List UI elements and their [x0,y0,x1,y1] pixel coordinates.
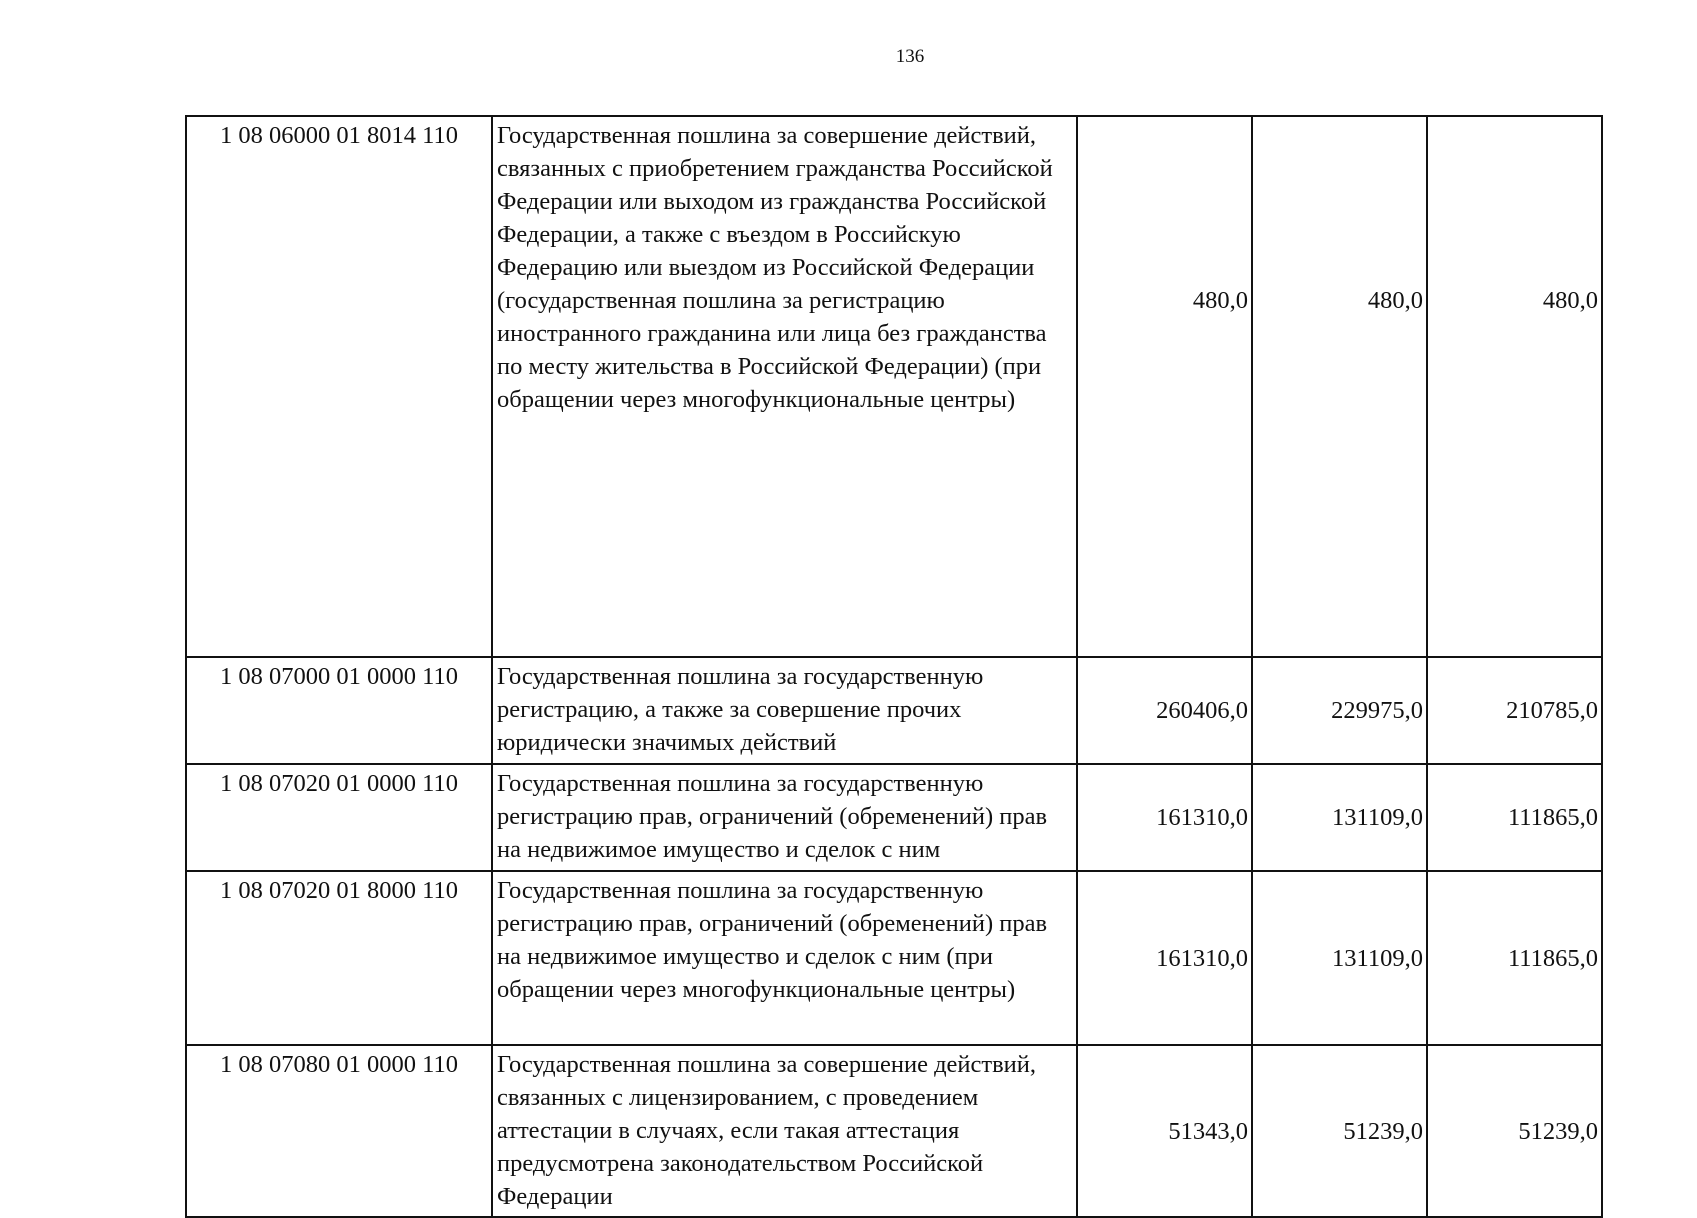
amount-cell-1: 161310,0 [1077,871,1252,1045]
revenue-name-cell: Государственная пошлина за совершение действий, связанных с лицензированием, с проведением аттестации в случаях, если такая аттестация предусмотрена законодательством Российской Федерации [492,1045,1077,1217]
table-row [186,871,1602,1045]
amount-cell-3: 111865,0 [1427,871,1602,1045]
amount-cell-1: 161310,0 [1077,764,1252,871]
amount-cell-3: 210785,0 [1427,657,1602,764]
table-row [186,764,1602,871]
revenue-name-cell: Государственная пошлина за государственную регистрацию, а также за совершение прочих юридически значимых действий [492,657,1077,764]
amount-cell-3: 51239,0 [1427,1045,1602,1217]
budget-code-cell: 1 08 07020 01 0000 110 [186,764,492,871]
table-row [186,657,1602,764]
amount-cell-2: 51239,0 [1252,1045,1427,1217]
revenue-name-cell: Государственная пошлина за государственную регистрацию прав, ограничений (обременений) прав на недвижимое имущество и сделок с ним (при обращении через многофункциональные центры) [492,871,1077,1045]
amount-cell-2: 131109,0 [1252,871,1427,1045]
amount-cell-2: 229975,0 [1252,657,1427,764]
amount-cell-1: 480,0 [1077,116,1252,657]
amount-cell-2: 480,0 [1252,116,1427,657]
revenue-table [185,115,1603,1218]
budget-code-cell: 1 08 06000 01 8014 110 [186,116,492,657]
budget-code-cell: 1 08 07080 01 0000 110 [186,1045,492,1217]
budget-code-cell: 1 08 07000 01 0000 110 [186,657,492,764]
budget-code-cell: 1 08 07020 01 8000 110 [186,871,492,1045]
table-row [186,116,1602,657]
page-number: 136 [895,46,925,67]
amount-cell-3: 111865,0 [1427,764,1602,871]
amount-cell-3: 480,0 [1427,116,1602,657]
amount-cell-1: 51343,0 [1077,1045,1252,1217]
amount-cell-2: 131109,0 [1252,764,1427,871]
table-row [186,1045,1602,1217]
revenue-name-cell: Государственная пошлина за совершение действий, связанных с приобретением гражданства Российской Федерации или выходом из гражданства Российской Федерации, а также с въездом в Российскую Федерацию или выездом из Российской Федерации (государственная пошлина за регистрацию иностранного гражданина или лица без гражданства по месту жительства в Российской Федерации) (при обращении через многофункциональные центры) [492,116,1077,657]
revenue-name-cell: Государственная пошлина за государственную регистрацию прав, ограничений (обременений) прав на недвижимое имущество и сделок с ним [492,764,1077,871]
amount-cell-1: 260406,0 [1077,657,1252,764]
